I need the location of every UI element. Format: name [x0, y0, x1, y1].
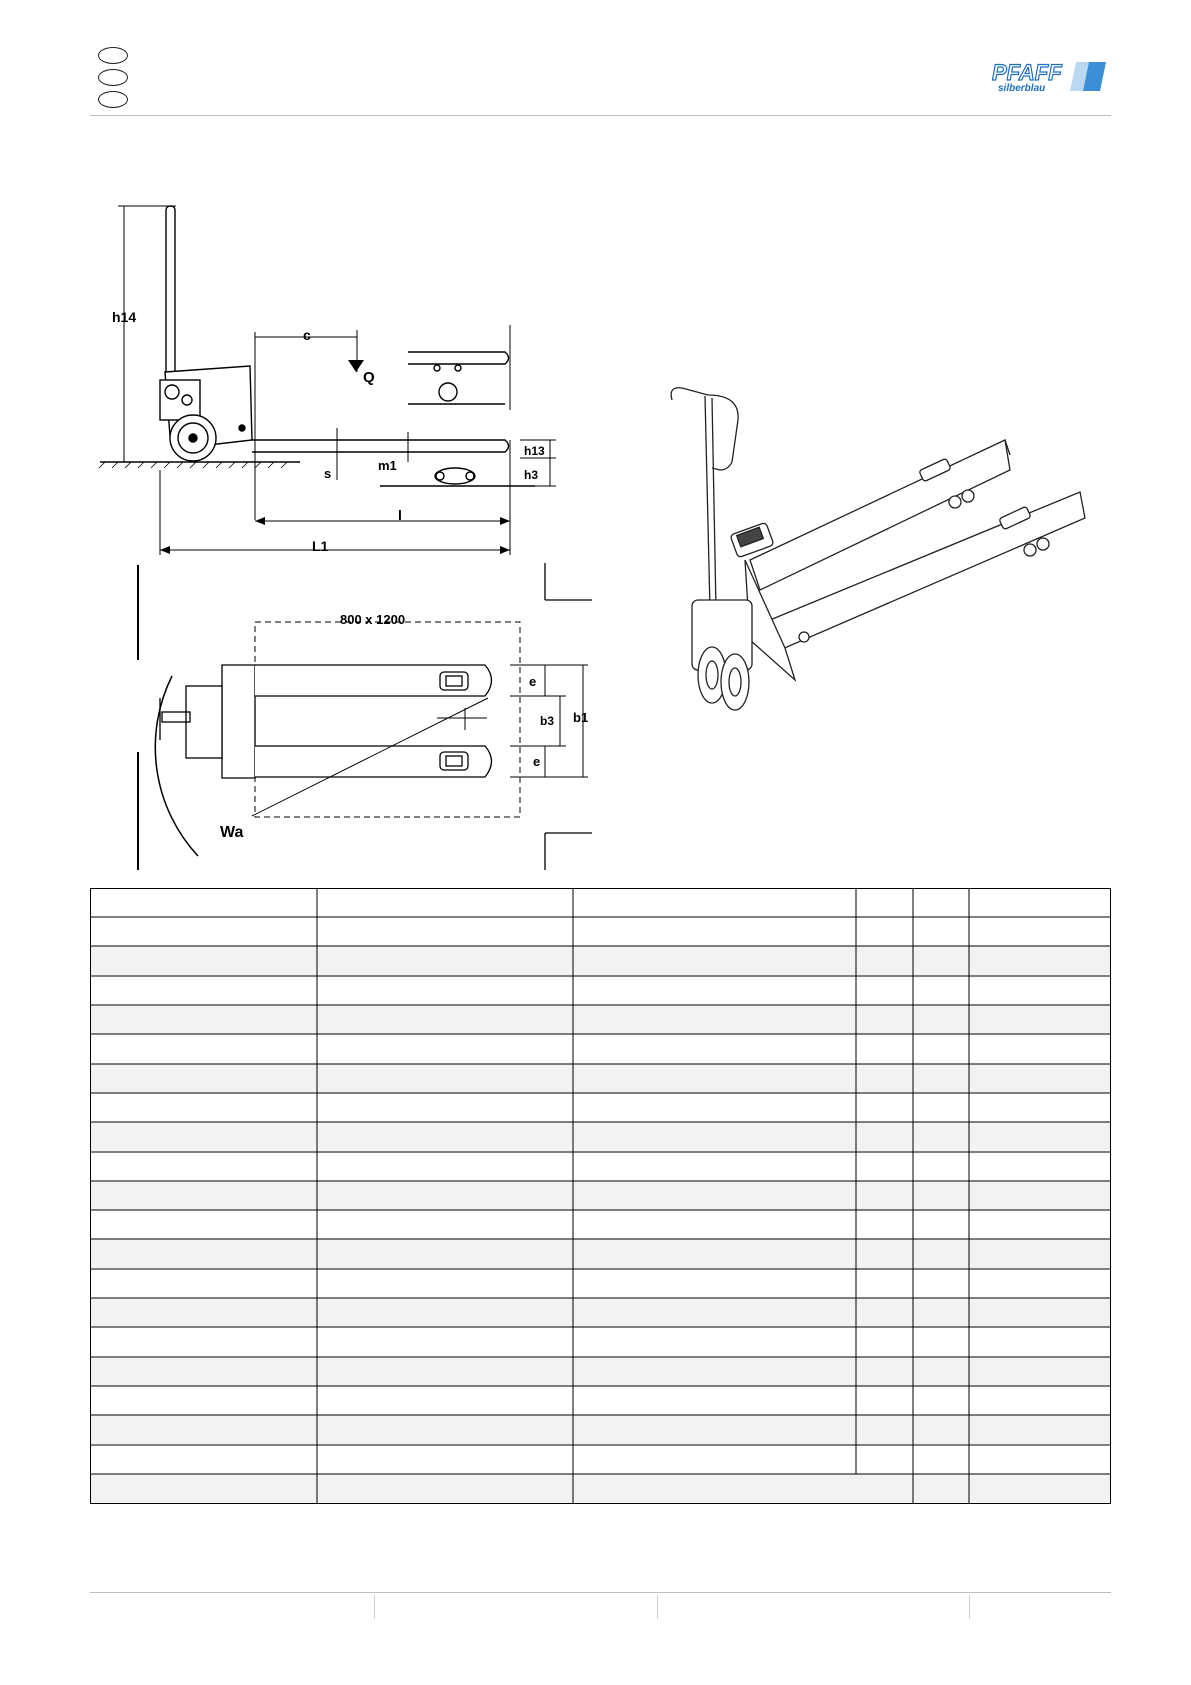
footer-separator-2 [657, 1594, 658, 1619]
label-q: Q [363, 369, 375, 386]
side-view-drawing [99, 206, 535, 555]
spec-table-row-backgrounds [90, 946, 1111, 1504]
label-m1: m1 [378, 458, 397, 473]
label-b3: b3 [540, 714, 555, 728]
footer-separator-1 [374, 1594, 375, 1619]
footer-divider [90, 1592, 1111, 1593]
pallet-truck-illustration [671, 388, 1085, 710]
label-c: c [303, 327, 311, 343]
footer-separator-3 [969, 1594, 970, 1619]
svg-text:PFAFF: PFAFF [992, 60, 1062, 85]
svg-text:silberblau: silberblau [998, 83, 1046, 94]
label-b1: b1 [573, 710, 589, 725]
label-e-top: e [529, 674, 537, 689]
label-h3: h3 [524, 468, 539, 482]
label-L1: L1 [312, 538, 329, 554]
label-pallet-size: 800 x 1200 [340, 612, 406, 627]
label-s: s [324, 466, 332, 481]
label-e-bottom: e [533, 754, 541, 769]
label-l: l [398, 507, 402, 523]
top-view-drawing [138, 563, 592, 870]
label-h14: h14 [112, 309, 137, 325]
spec-table [90, 888, 1111, 1504]
label-h13: h13 [524, 444, 545, 458]
label-wa: Wa [220, 824, 244, 841]
